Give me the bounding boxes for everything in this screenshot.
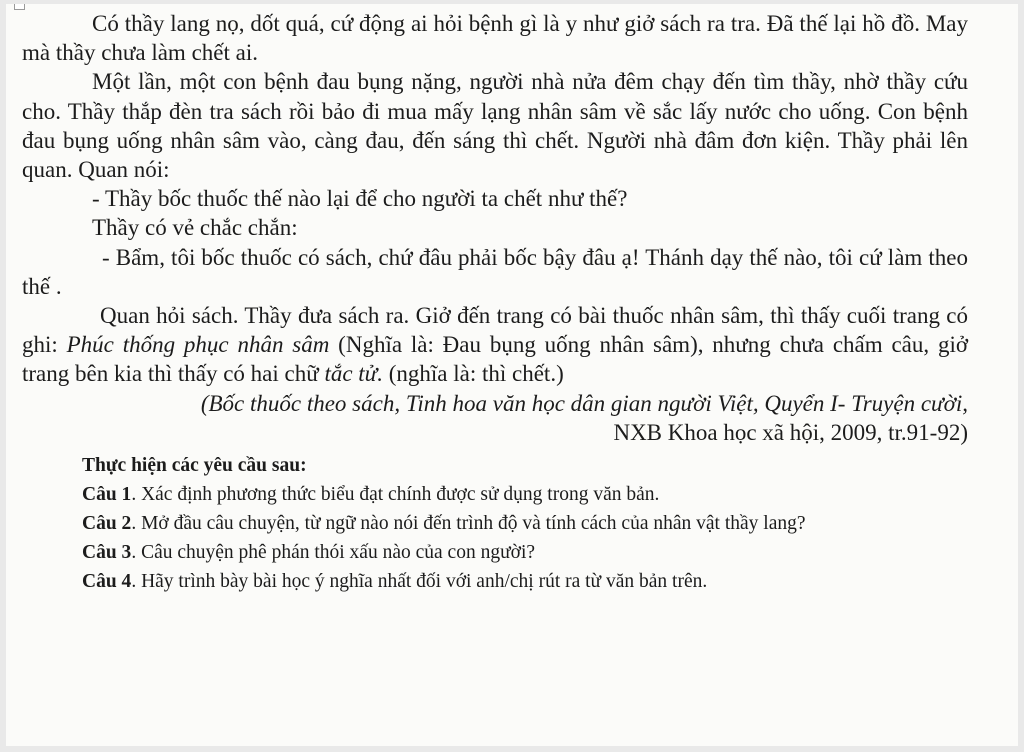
task-text: . Xác định phương thức biểu đạt chính được sử dụng trong văn bản. [131,484,660,506]
document-page [6,4,1018,746]
story-dialog-1: - Thầy bốc thuốc thế nào lại để cho người ta chết như thế? [92,186,628,212]
italic-phrase-2: tắc tử. [324,361,383,387]
task-label: Câu 4 [82,571,132,593]
citation-source: NXB Khoa học xã hội, 2009, tr.91-92) [613,419,968,445]
task-item [22,480,968,509]
story-dialog-2: - Bẩm, tôi bốc thuốc có sách, chứ đâu phải bốc bậy đâu ạ! Thánh dạy thế nào, tôi cứ làm theo thế . [22,244,968,299]
story-paragraph-4 [22,301,968,389]
task-text: . Mở đầu câu chuyện, từ ngữ nào nói đến trình độ và tính cách của nhân vật thầy lang? [131,513,806,535]
story-paragraph-3: Thầy có vẻ chắc chắn: [92,215,298,241]
story-paragraph-1: Có thầy lang nọ, dốt quá, cứ động ai hỏi bệnh gì là y như giở sách ra tra. Đã thế lại hồ đồ. May mà thầy chưa làm chết ai. [22,11,968,66]
document-body [22,9,968,596]
task-text: . Hãy trình bày bài học ý nghĩa nhất đối với anh/chị rút ra từ văn bản trên. [131,571,708,593]
story-text-span: Quan hỏi sách. Thầy đưa sách ra. Giở đến trang có bài thuốc nhân sâm, thì thấy cuối trang có ghi: [22,303,968,358]
story-paragraph-2: Một lần, một con bệnh đau bụng nặng, người nhà nửa đêm chạy đến tìm thầy, nhờ thầy cứu cho. Thầy thắp đèn tra sách rồi bảo đi mua mấy lạng nhân sâm về sắc lấy nước cho uống. Con bệnh đau bụng uống nhân sâm vào, càng đau, đến sáng thì chết. Người nhà đâm đơn kiện. Thầy phải lên quan. Quan nói: [22,69,968,183]
task-text: . Câu chuyện phê phán thói xấu nào của con người? [131,542,536,564]
task-item [22,538,968,567]
task-label: Câu 1 [82,484,132,506]
task-label: Câu 2 [82,513,132,535]
story-text-span: (Nghĩa là: Đau bụng uống nhân sâm), nhưng chưa chấm câu, giở trang bên kia thì thấy có hai chữ [22,332,968,387]
task-list [22,451,968,596]
story-text-span: (nghĩa là: thì chết.) [382,361,564,387]
task-item [22,509,968,538]
italic-phrase-1: Phúc thống phục nhân sâm [66,332,330,358]
citation-title: (Bốc thuốc theo sách, Tinh hoa văn học dân gian người Việt, Quyển I- Truyện cười, [200,390,968,416]
task-label: Câu 3 [82,542,132,564]
task-item [22,567,968,596]
tasks-heading: Thực hiện các yêu cầu sau: [82,455,307,477]
